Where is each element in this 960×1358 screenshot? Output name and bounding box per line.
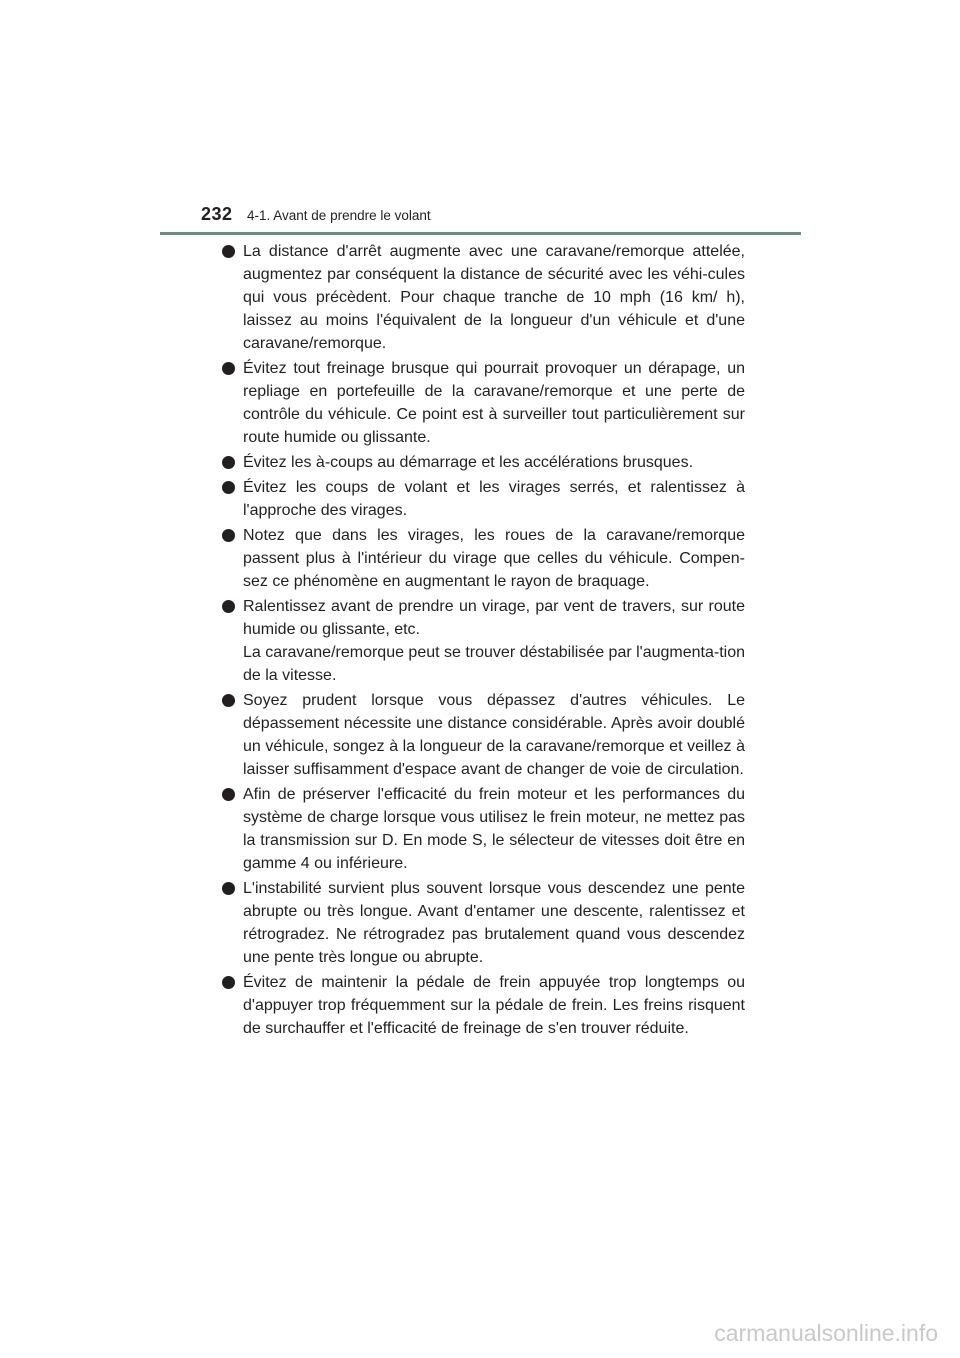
list-item	[222, 877, 745, 969]
list-item	[222, 240, 745, 355]
list-item-text: Afin de préserver l'efficacité du frein moteur et les performances du système de charge lorsque vous utilisez le frein moteur, ne mettez pas la transmission sur D. En mode S, le sélecteur de vitesses doit être en gamme 4 ou inférieure.	[243, 786, 745, 872]
list-item-text-continuation: La caravane/remorque peut se trouver déstabilisée par l'augmenta-tion de la vitesse.	[243, 644, 746, 684]
bullet-icon	[222, 245, 235, 258]
list-item	[222, 689, 745, 781]
list-item-text: Soyez prudent lorsque vous dépassez d'autres véhicules. Le dépassement nécessite une distance considérable. Après avoir doublé un véhicule, songez à la longueur de la caravane/remorque et veillez à laisser suffisamment d'espace avant de changer de voie de circulation.	[243, 692, 745, 778]
bullet-icon	[222, 362, 235, 375]
bullet-icon	[222, 481, 235, 494]
list-item-text: Évitez de maintenir la pédale de frein appuyée trop longtemps ou d'appuyer trop fréquemment sur la pédale de frein. Les freins risquent de surchauffer et l'efficacité de freinage de s'en trouver réduite.	[243, 974, 745, 1037]
bullet-icon	[222, 788, 235, 801]
list-item-text: Évitez les à-coups au démarrage et les accélérations brusques.	[243, 454, 694, 471]
list-item-text: La distance d'arrêt augmente avec une caravane/remorque attelée, augmentez par conséquent la distance de sécurité avec les véhi-cules qui vous précèdent. Pour chaque tranche de 10 mph (16 km/ h), laissez au moins l'équivalent de la longueur d'un véhicule et d'une caravane/remorque.	[243, 243, 745, 352]
list-item	[222, 524, 745, 593]
list-item-text: Notez que dans les virages, les roues de la caravane/remorque passent plus à l'intérieur du virage que celles du véhicule. Compen-sez ce phénomène en augmentant le rayon de braquage.	[243, 527, 745, 590]
list-item-text: Ralentissez avant de prendre un virage, par vent de travers, sur route humide ou glissante, etc.	[243, 598, 745, 638]
bullet-icon	[222, 882, 235, 895]
list-item	[222, 595, 745, 687]
list-item	[222, 783, 745, 875]
list-item	[222, 971, 745, 1040]
header-divider	[160, 232, 801, 235]
bullet-icon	[222, 456, 235, 469]
list-item-text: Évitez les coups de volant et les virages serrés, et ralentissez à l'approche des virages.	[243, 479, 745, 519]
section-title: 4-1. Avant de prendre le volant	[247, 208, 431, 223]
list-item	[222, 357, 745, 449]
page-header	[0, 0, 960, 240]
page-number: 232	[201, 204, 233, 224]
list-item-text: L'instabilité survient plus souvent lorsque vous descendez une pente abrupte ou très longue. Avant d'entamer une descente, ralentissez et rétrogradez. Ne rétrogradez pas brutalement quand vous descendez une pente très longue ou abrupte.	[243, 880, 745, 966]
list-item	[222, 451, 745, 474]
bullet-icon	[222, 529, 235, 542]
list-item	[222, 476, 745, 522]
bullet-icon	[222, 976, 235, 989]
bullet-list	[222, 240, 745, 1042]
watermark-text: carmanualsonline.info	[714, 1320, 938, 1346]
bullet-icon	[222, 694, 235, 707]
bullet-icon	[222, 600, 235, 613]
list-item-text: Évitez tout freinage brusque qui pourrait provoquer un dérapage, un repliage en portefeuille de la caravane/remorque et une perte de contrôle du véhicule. Ce point est à surveiller tout particulièrement sur route humide ou glissante.	[243, 360, 745, 446]
